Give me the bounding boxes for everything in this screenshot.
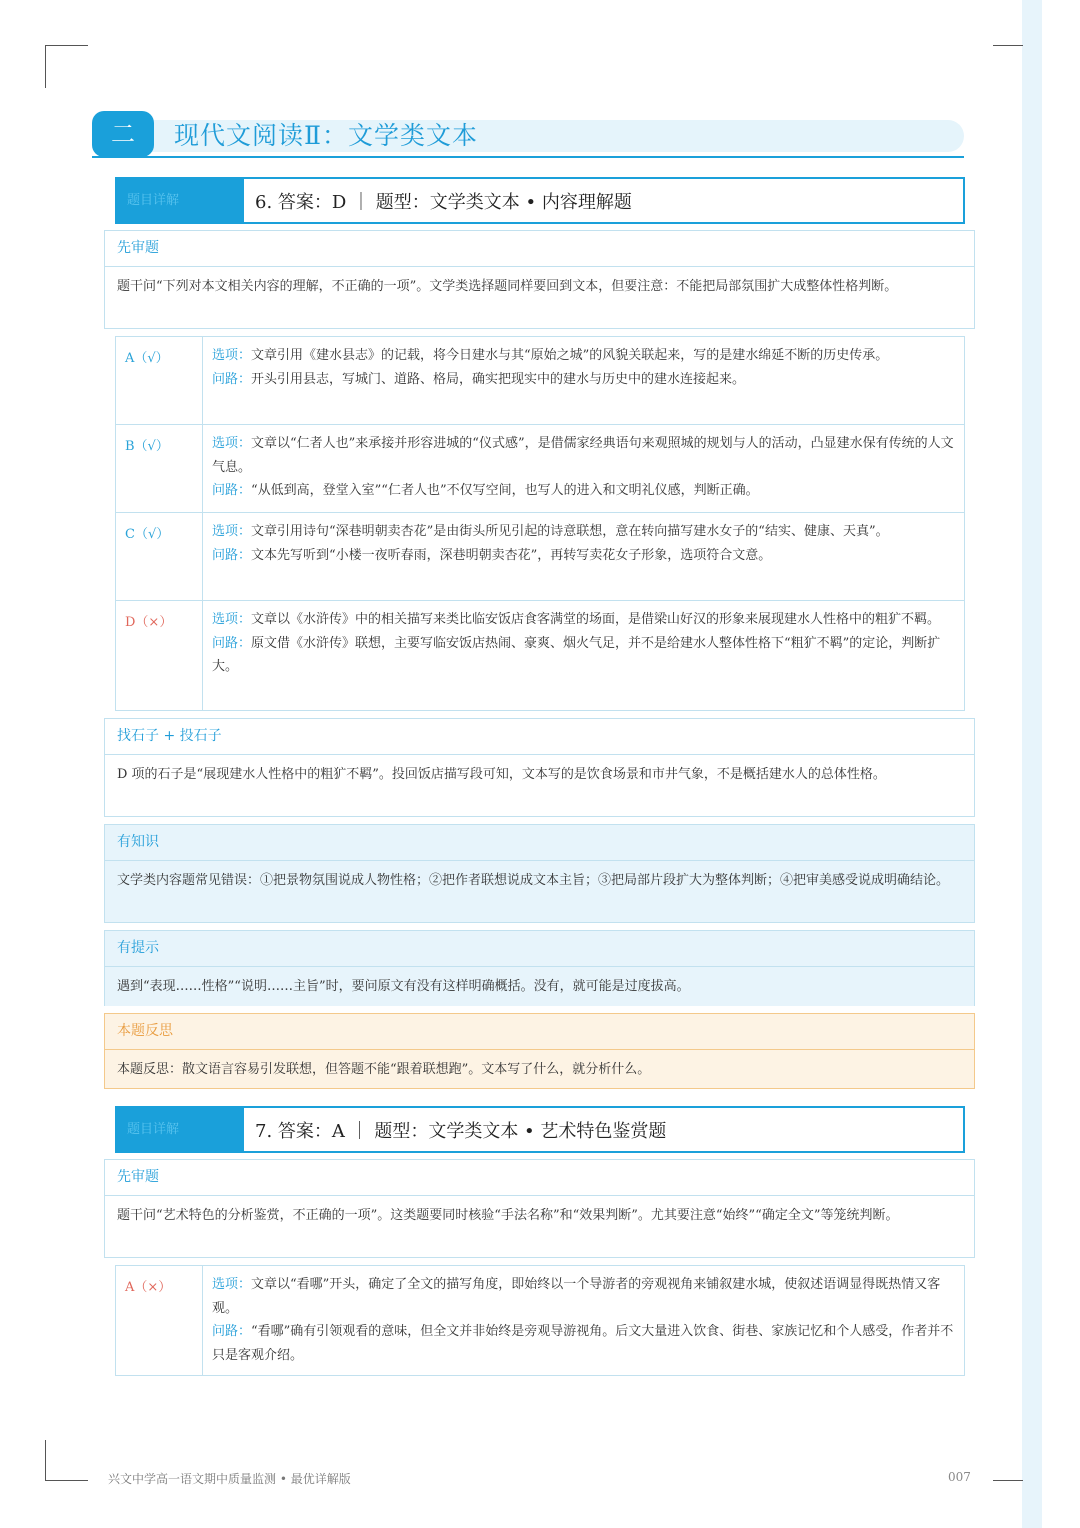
q6-knowledge-body: 文学类内容题常见错误：①把景物氛围说成人物性格；②把作者联想说成文本主旨；③把局部片段扩大为整体判断；④把审美感受说成明确结论。: [105, 861, 974, 900]
q6-stone-title: 找石子 + 投石子: [105, 719, 974, 755]
option-text: 文章引用诗句“深巷明朝卖杏花”是由街头所见引起的诗意联想，意在转向描写建水女子的“结实、健康、天真”。: [251, 524, 889, 539]
q6-reflect-box: [104, 1013, 975, 1089]
q7-options-table: [115, 1265, 965, 1376]
q6-tip-title: 有提示: [105, 931, 974, 967]
option-text: 文章引用《建水县志》的记载，将今日建水与其“原始之城”的风貌关联起来，写的是建水绵延不断的历史传承。: [251, 348, 889, 363]
question-7-header: [115, 1106, 965, 1153]
q6-knowledge-title: 有知识: [105, 825, 974, 861]
q6-stone-body: D 项的石子是“展现建水人性格中的粗犷不羁”。投回饭店描写段可知，文本写的是饮食场景和市井气象，不是概括建水人的总体性格。: [117, 767, 886, 782]
option-key: 选项：: [212, 1277, 252, 1292]
option-label: A（√）: [116, 337, 203, 424]
route-text: 文本先写听到“小楼一夜听春雨，深巷明朝卖杏花”，再转写卖花女子形象，选项符合文意。: [251, 547, 772, 563]
page-edge-strip: [1022, 0, 1042, 1528]
section-title: 现代文阅读Ⅱ：文学类文本: [174, 121, 478, 150]
crop-mark-bottom-right: [993, 1480, 1023, 1481]
option-text: 文章以“看哪”开头，确定了全文的描写角度，即始终以一个导游者的旁观视角来铺叙建水城，使叙述语调显得既热情又客观。: [212, 1277, 941, 1316]
question-6-answer-type: 6. 答案：D ｜ 题型：文学类文本 • 内容理解题: [255, 192, 632, 213]
section-header: [92, 111, 964, 157]
route-key: 问路：: [212, 635, 252, 651]
route-text: “看哪”确有引领观看的意味，但全文并非始终是旁观导游视角。后文大量进入饮食、街巷、家族记忆和个人感受，作者并不只是客观介绍。: [212, 1324, 954, 1363]
q6-review-title: 先审题: [105, 231, 974, 267]
q7-review-box: [104, 1159, 975, 1258]
crop-mark-top-left: [45, 45, 88, 46]
q7-review-body: 题干问“艺术特色的分析鉴赏，不正确的一项”。这类题要同时核验“手法名称”和“效果判断”。尤其要注意“始终”“确定全文”等笼统判断。: [117, 1208, 899, 1223]
option-label: B（√）: [116, 425, 203, 512]
q7-option-a: [116, 1266, 964, 1375]
question-tag: 题目详解: [117, 179, 244, 222]
crop-mark-top-left-v: [45, 45, 46, 88]
crop-mark-top-right: [993, 45, 1023, 46]
option-key: 选项：: [212, 348, 252, 363]
option-body: [203, 425, 964, 512]
option-body: [203, 337, 964, 424]
q6-option-a: [116, 337, 964, 425]
route-key: 问路：: [212, 547, 252, 563]
q6-review-body: 题干问“下列对本文相关内容的理解，不正确的一项”。文学类选择题同样要回到文本，但要注意：不能把局部氛围扩大成整体性格判断。: [117, 279, 898, 294]
q6-tip-body: 遇到“表现……性格”“说明……主旨”时，要问原文有没有这样明确概括。没有，就可能是过度拔高。: [105, 967, 974, 1006]
q6-reflect-title: 本题反思: [105, 1014, 974, 1050]
q6-option-b: [116, 425, 964, 513]
option-body: [203, 513, 964, 600]
q6-option-c: [116, 513, 964, 601]
crop-mark-bottom-left-v: [45, 1440, 46, 1481]
section-number: 二: [92, 111, 154, 157]
option-label: A（×）: [116, 1266, 203, 1375]
route-text: 原文借《水浒传》联想，主要写临安饭店热闹、豪爽、烟火气足，并不是给建水人整体性格下“粗犷不羁”的定论，判断扩大。: [212, 635, 941, 674]
option-body: [203, 1266, 964, 1375]
q6-knowledge-box: [104, 824, 975, 923]
footer-title: 兴文中学高一语文期中质量监测 • 最优详解版: [108, 1472, 351, 1486]
route-key: 问路：: [212, 483, 252, 498]
q6-tip-box: [104, 930, 975, 1006]
crop-mark-bottom-left: [45, 1480, 88, 1481]
option-text: 文章以“仁者人也”来承接并形容进城的“仪式感”，是借儒家经典语句来观照城的规划与人的活动，凸显建水保有传统的人文气息。: [212, 436, 954, 475]
q6-option-d: [116, 601, 964, 710]
q6-review-box: [104, 230, 975, 329]
option-key: 选项：: [212, 436, 252, 451]
route-text: “从低到高，登堂入室”“仁者人也”不仅写空间，也写人的进入和文明礼仪感，判断正确。: [251, 483, 759, 498]
question-7-answer-type: 7. 答案：A ｜ 题型：文学类文本 • 艺术特色鉴赏题: [255, 1121, 667, 1142]
question-6-header: [115, 177, 965, 224]
option-label: C（√）: [116, 513, 203, 600]
option-key: 选项：: [212, 612, 252, 627]
page-number: 007: [948, 1470, 971, 1484]
option-body: [203, 601, 964, 710]
route-text: 开头引用县志，写城门、道路、格局，确实把现实中的建水与历史中的建水连接起来。: [251, 371, 746, 387]
option-label: D（×）: [116, 601, 203, 710]
q6-stone-box: [104, 718, 975, 817]
question-tag: 题目详解: [117, 1108, 244, 1151]
route-key: 问路：: [212, 1324, 252, 1339]
route-key: 问路：: [212, 371, 252, 387]
q6-options-table: [115, 336, 965, 711]
q7-review-title: 先审题: [105, 1160, 974, 1196]
section-divider: [92, 156, 964, 158]
option-text: 文章以《水浒传》中的相关描写来类比临安饭店食客满堂的场面，是借梁山好汉的形象来展现建水人性格中的粗犷不羁。: [251, 612, 941, 627]
option-key: 选项：: [212, 524, 252, 539]
q6-reflect-body: 本题反思：散文语言容易引发联想，但答题不能“跟着联想跑”。文本写了什么，就分析什么。: [117, 1062, 651, 1077]
